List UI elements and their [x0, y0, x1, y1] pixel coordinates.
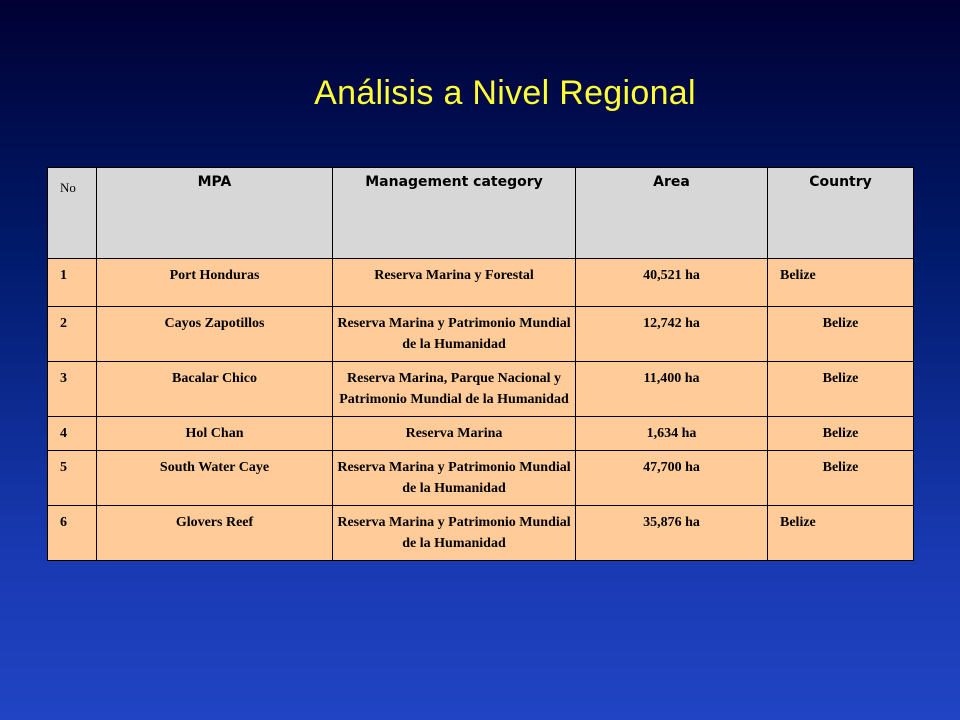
- cell-country: Belize: [768, 362, 914, 417]
- cell-mpa: Bacalar Chico: [97, 362, 333, 417]
- cell-mpa: Cayos Zapotillos: [97, 307, 333, 362]
- cell-country: Belize: [768, 259, 914, 307]
- cell-mpa: Hol Chan: [97, 417, 333, 451]
- cell-no: 1: [48, 259, 97, 307]
- cell-no: 3: [48, 362, 97, 417]
- cell-no: 5: [48, 451, 97, 506]
- table-row: [48, 259, 914, 307]
- cell-category: Reserva Marina y Patrimonio Mundial de la Humanidad: [333, 307, 576, 362]
- cell-no: 6: [48, 506, 97, 561]
- cell-mpa: Port Honduras: [97, 259, 333, 307]
- header-mpa: MPA: [97, 168, 333, 259]
- cell-area: 12,742 ha: [576, 307, 768, 362]
- cell-area: 40,521 ha: [576, 259, 768, 307]
- cell-category: Reserva Marina, Parque Nacional y Patrimonio Mundial de la Humanidad: [333, 362, 576, 417]
- cell-area: 35,876 ha: [576, 506, 768, 561]
- cell-category: Reserva Marina: [333, 417, 576, 451]
- cell-area: 11,400 ha: [576, 362, 768, 417]
- cell-area: 1,634 ha: [576, 417, 768, 451]
- cell-no: 2: [48, 307, 97, 362]
- header-area: Area: [576, 168, 768, 259]
- cell-mpa: Glovers Reef: [97, 506, 333, 561]
- table-row: [48, 506, 914, 561]
- cell-country: Belize: [768, 451, 914, 506]
- table-row: [48, 307, 914, 362]
- cell-category: Reserva Marina y Patrimonio Mundial de la Humanidad: [333, 451, 576, 506]
- cell-mpa: South Water Caye: [97, 451, 333, 506]
- header-country: Country: [768, 168, 914, 259]
- mpa-table: [47, 167, 914, 561]
- table-row: [48, 451, 914, 506]
- table-row: [48, 362, 914, 417]
- header-no: No: [48, 168, 97, 259]
- header-category: Management category: [333, 168, 576, 259]
- cell-country: Belize: [768, 417, 914, 451]
- table-row: [48, 417, 914, 451]
- cell-country: Belize: [768, 307, 914, 362]
- slide-title: Análisis a Nivel Regional: [314, 74, 696, 112]
- table-header-row: [48, 168, 914, 259]
- cell-category: Reserva Marina y Patrimonio Mundial de la Humanidad: [333, 506, 576, 561]
- cell-country: Belize: [768, 506, 914, 561]
- cell-no: 4: [48, 417, 97, 451]
- cell-category: Reserva Marina y Forestal: [333, 259, 576, 307]
- cell-area: 47,700 ha: [576, 451, 768, 506]
